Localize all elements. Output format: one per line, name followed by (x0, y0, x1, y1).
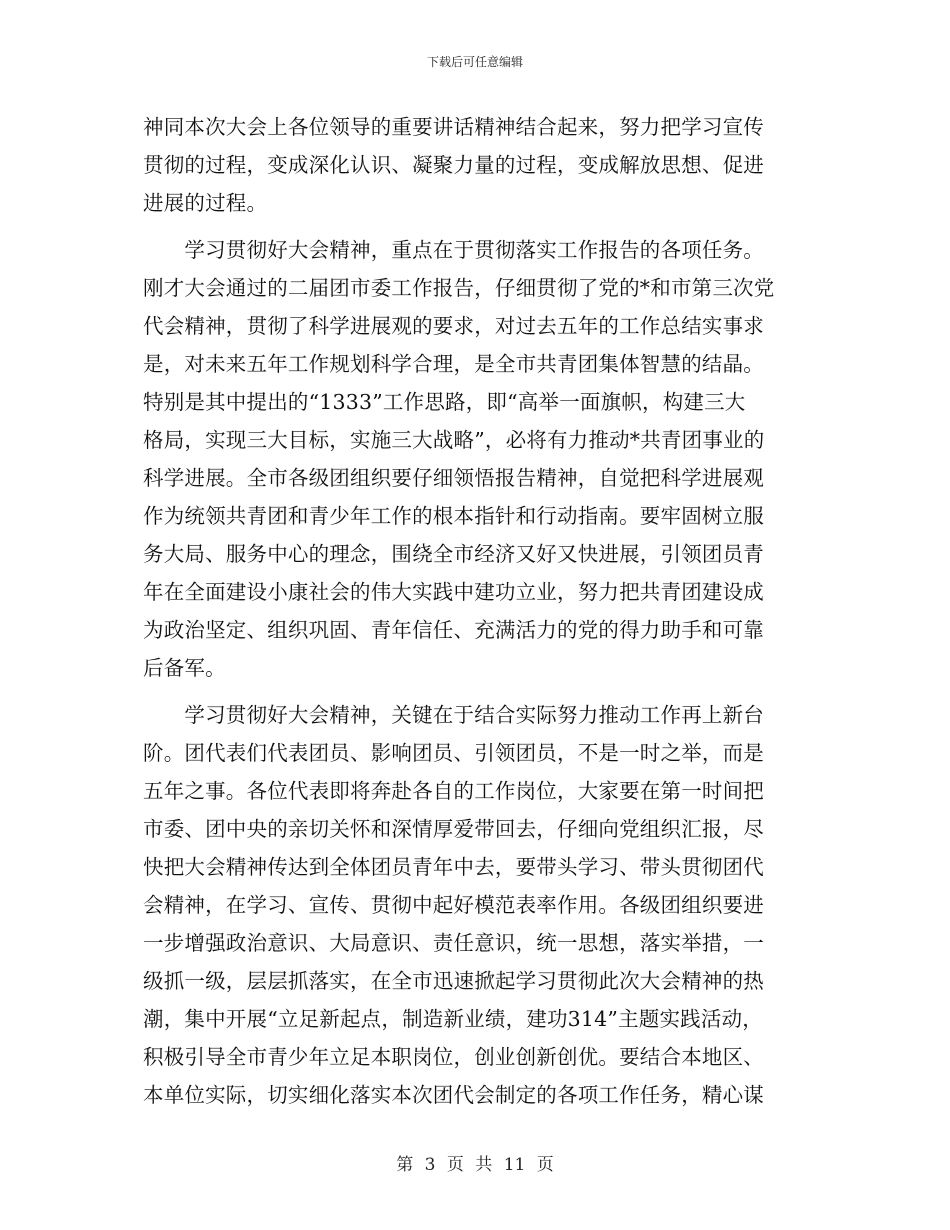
text-line: 后备军。 (143, 656, 226, 680)
page-number: 第 3 页 共 11 页 (396, 1155, 554, 1175)
text-line: 作为统领共青团和青少年工作的根本指针和行动指南。要牢固树立服 (143, 504, 764, 528)
text-line: 年在全面建设小康社会的伟大实践中建功立业，努力把共青团建设成 (143, 580, 764, 604)
paragraph-1 (143, 108, 809, 222)
text-line: 神同本次大会上各位领导的重要讲话精神结合起来，努力把学习宣传 (143, 115, 764, 139)
text-line: 阶。团代表们代表团员、影响团员、引领团员，不是一时之举，而是 (143, 741, 764, 765)
page-header-note: 下载后可任意编辑 (426, 55, 523, 69)
text-line: 特别是其中提出的“1333”工作思路，即“高举一面旗帜，构建三大 (143, 390, 746, 414)
text-line: 市委、团中央的亲切关怀和深情厚爱带回去，仔细向党组织汇报，尽 (143, 817, 764, 841)
text-line: 潮，集中开展“立足新起点，制造新业绩，建功314”主题实践活动， (143, 1007, 763, 1031)
text-line: 快把大会精神传达到全体团员青年中去，要带头学习、带头贯彻团代 (143, 855, 764, 879)
text-line: 会精神，在学习、宣传、贯彻中起好模范表率作用。各级团组织要进 (143, 893, 764, 917)
text-line: 本单位实际，切实细化落实本次团代会制定的各项工作任务，精心谋 (143, 1083, 764, 1107)
text-line: 格局，实现三大目标，实施三大战略”，必将有力推动*共青团事业的 (143, 428, 765, 452)
text-line: 进展的过程。 (143, 191, 268, 215)
text-line: 学习贯彻好大会精神，重点在于贯彻落实工作报告的各项任务。 (143, 238, 764, 262)
text-line: 级抓一级，层层抓落实，在全市迅速掀起学习贯彻此次大会精神的热 (143, 969, 764, 993)
text-line: 学习贯彻好大会精神，关键在于结合实际努力推动工作再上新台 (143, 703, 764, 727)
text-line: 是，对未来五年工作规划科学合理，是全市共青团集体智慧的结晶。 (143, 352, 764, 376)
text-line: 务大局、服务中心的理念，围绕全市经济又好又快进展，引领团员青 (143, 542, 764, 566)
text-line: 代会精神，贯彻了科学进展观的要求，对过去五年的工作总结实事求 (143, 314, 764, 338)
paragraph-2 (143, 231, 809, 687)
text-line: 科学进展。全市各级团组织要仔细领悟报告精神，自觉把科学进展观 (143, 466, 764, 490)
text-line: 刚才大会通过的二届团市委工作报告，仔细贯彻了党的*和市第三次党 (143, 276, 775, 300)
text-line: 五年之事。各位代表即将奔赴各自的工作岗位，大家要在第一时间把 (143, 779, 764, 803)
text-line: 为政治坚定、组织巩固、青年信任、充满活力的党的得力助手和可靠 (143, 618, 764, 642)
paragraph-3 (143, 696, 809, 1114)
text-line: 积极引导全市青少年立足本职岗位，创业创新创优。要结合本地区、 (143, 1045, 764, 1069)
document-body (143, 108, 809, 1114)
text-line: 一步增强政治意识、大局意识、责任意识，统一思想，落实举措，一 (143, 931, 764, 955)
text-line: 贯彻的过程，变成深化认识、凝聚力量的过程，变成解放思想、促进 (143, 153, 764, 177)
